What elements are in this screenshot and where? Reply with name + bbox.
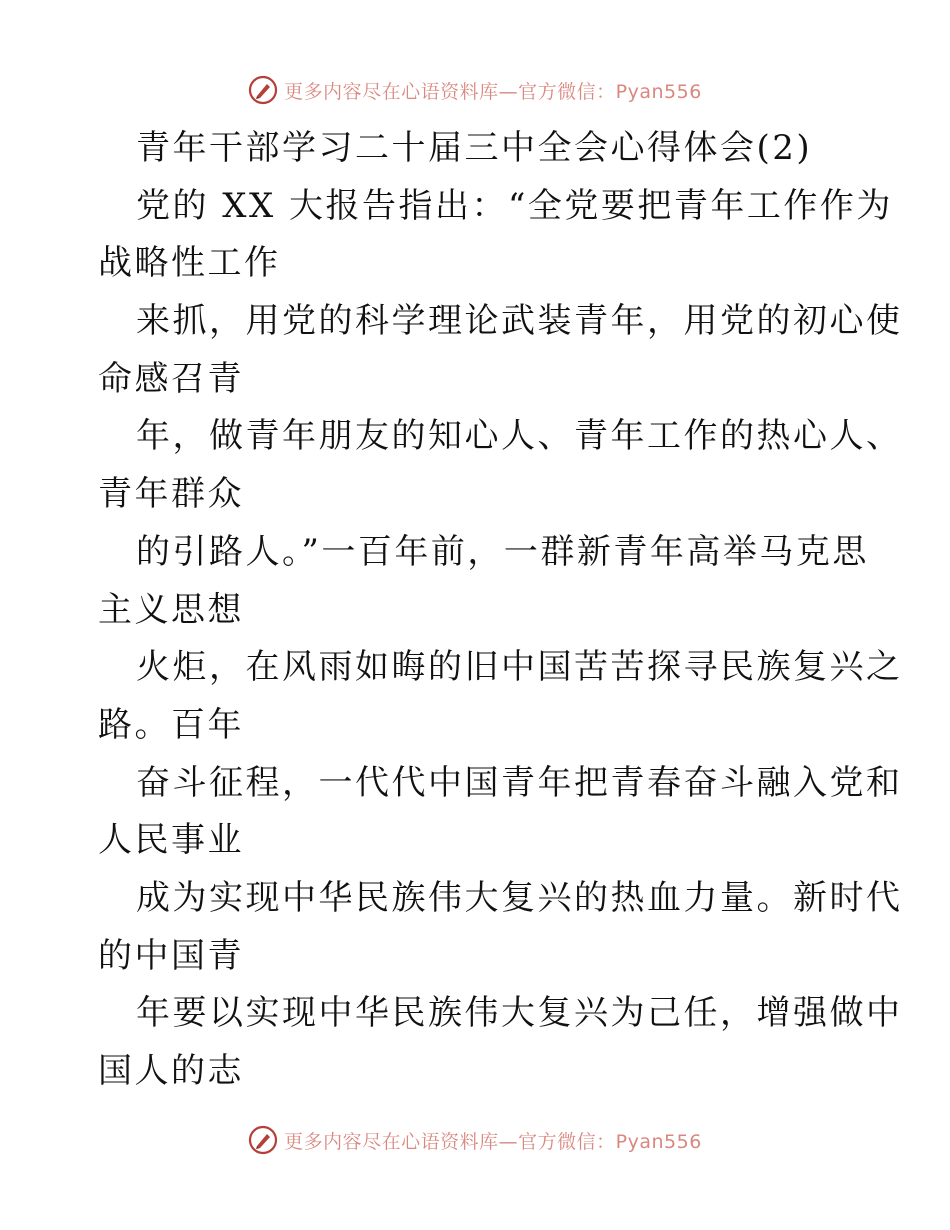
header-banner-text: 更多内容尽在心语资料库—官方微信：Pyan556 — [284, 80, 702, 103]
text-line: 国人的志 — [98, 1051, 244, 1091]
text-line: 奋斗征程，一代代中国青年把青春奋斗融入党和 — [136, 762, 903, 803]
text-line: 的引路人。”一百年前，一群新青年高举马克思 — [136, 531, 869, 572]
pen-logo-icon — [248, 75, 278, 105]
footer-banner-text: 更多内容尽在心语资料库—官方微信：Pyan556 — [284, 1130, 702, 1153]
document-body — [98, 120, 903, 1101]
text-line: 命感召青 — [98, 358, 244, 399]
text-line: 年要以实现中华民族伟大复兴为己任，增强做中 — [136, 993, 903, 1034]
text-line: 党的 XX 大报告指出：“全党要把青年工作作为 — [136, 185, 893, 226]
text-line: 成为实现中华民族伟大复兴的热血力量。新时代 — [136, 877, 903, 918]
text-line: 主义思想 — [98, 589, 244, 630]
text-line: 的中国青 — [98, 935, 244, 976]
text-line: 年，做青年朋友的知心人、青年工作的热心人、 — [136, 416, 903, 457]
header-banner — [0, 70, 950, 110]
text-line: 火炬，在风雨如晦的旧中国苦苦探寻民族复兴之 — [136, 647, 903, 688]
pen-logo-icon — [248, 1125, 278, 1155]
text-line: 青年群众 — [98, 474, 244, 515]
text-line: 青年干部学习二十届三中全会心得体会(2) — [136, 128, 813, 168]
footer-banner — [0, 1120, 950, 1160]
text-line: 来抓，用党的科学理论武装青年，用党的初心使 — [136, 301, 903, 342]
text-line: 战略性工作 — [98, 243, 281, 284]
text-line: 路。百年 — [98, 704, 244, 745]
text-line: 人民事业 — [98, 820, 244, 861]
